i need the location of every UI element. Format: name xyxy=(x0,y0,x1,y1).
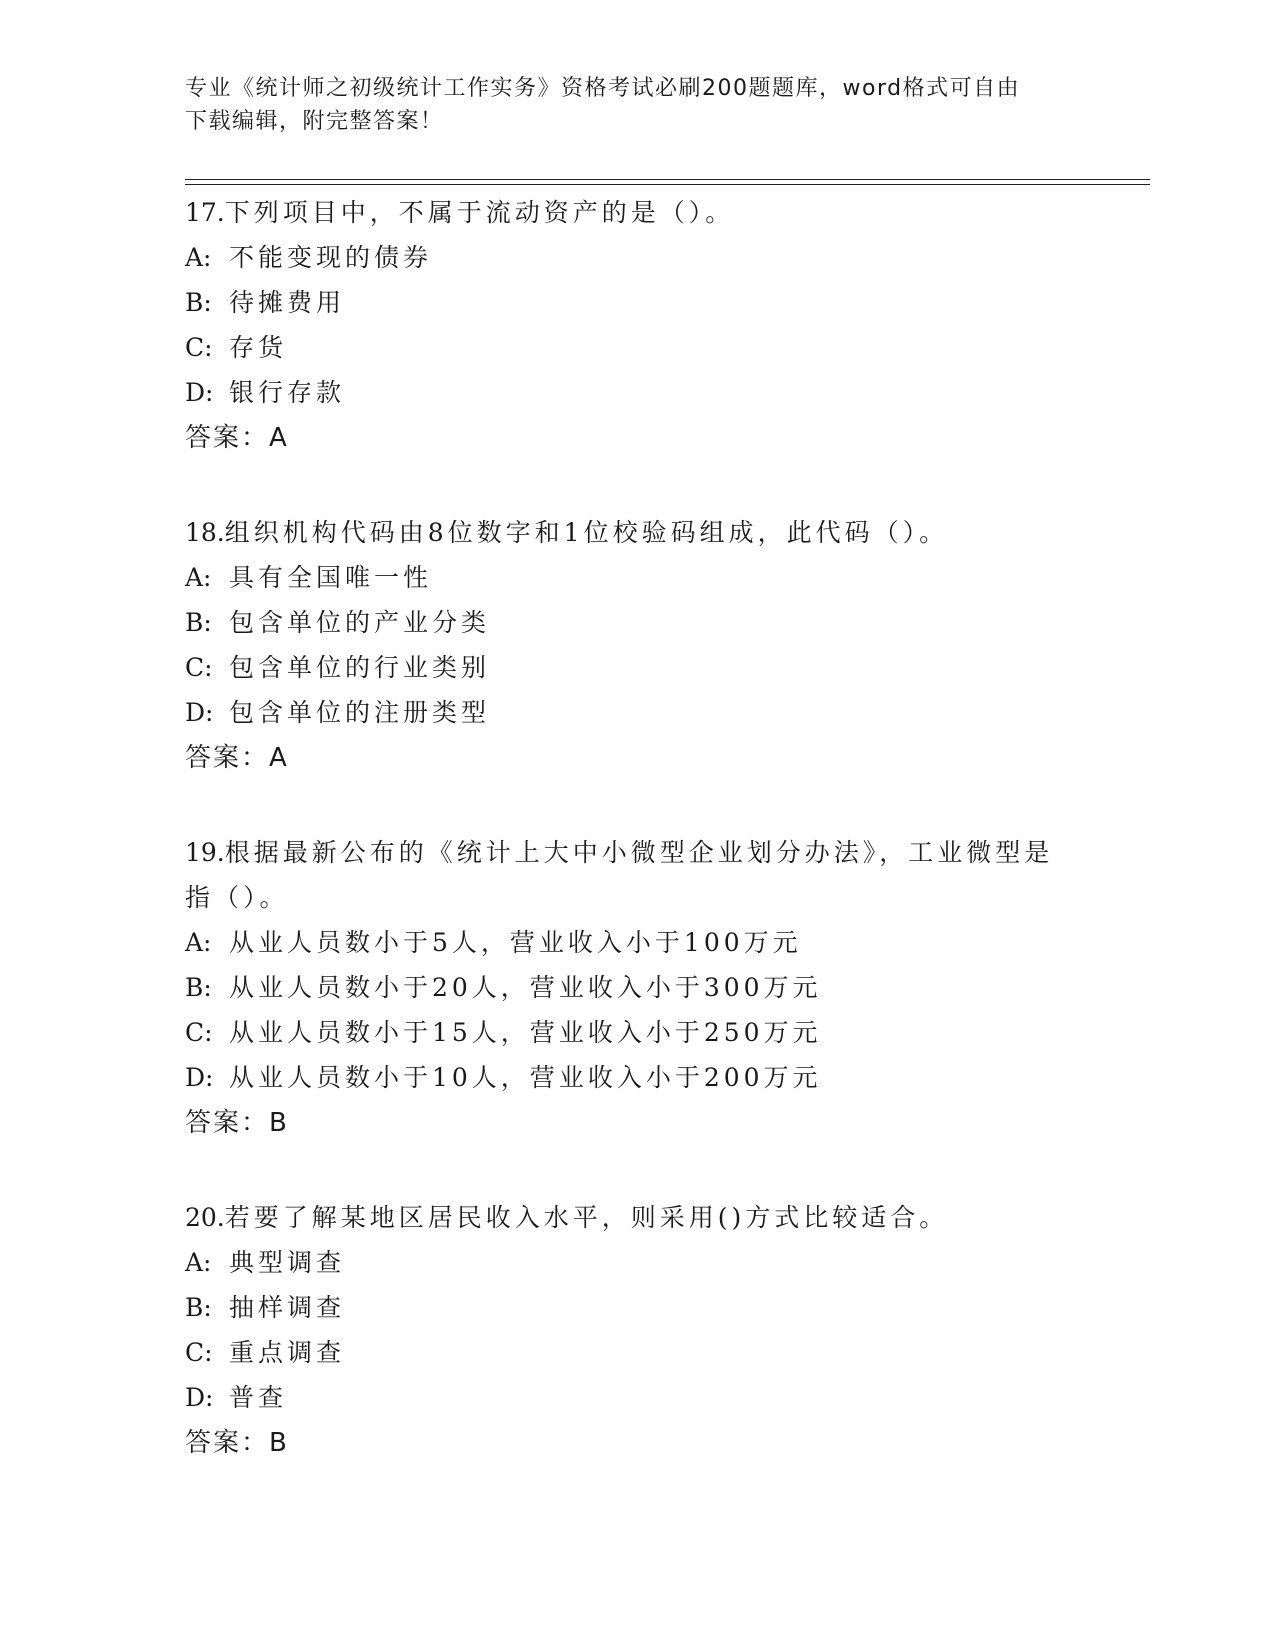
question-text xyxy=(185,1195,1085,1240)
option-text: 包含单位的行业类别 xyxy=(229,653,491,682)
option-a xyxy=(185,555,1085,600)
option-d xyxy=(185,1055,1085,1100)
header-divider-top xyxy=(185,179,1150,180)
header-divider-bottom xyxy=(185,184,1150,185)
option-letter: A: xyxy=(185,1248,212,1277)
option-b xyxy=(185,965,1085,1010)
answer-label: 答案：A xyxy=(185,423,289,453)
option-text: 不能变现的债券 xyxy=(229,243,433,272)
option-letter: B: xyxy=(185,1293,212,1322)
question-19 xyxy=(185,830,1085,1146)
option-c xyxy=(185,325,1085,370)
question-text xyxy=(185,190,1085,235)
question-20 xyxy=(185,1195,1085,1466)
option-d xyxy=(185,370,1085,415)
option-letter: C: xyxy=(185,1018,213,1047)
option-b xyxy=(185,1285,1085,1330)
option-text: 典型调查 xyxy=(229,1248,346,1277)
question-stem: 下列项目中，不属于流动资产的是（）。 xyxy=(224,198,735,227)
option-a xyxy=(185,235,1085,280)
option-b xyxy=(185,600,1085,645)
question-17 xyxy=(185,190,1085,461)
question-stem: 若要了解某地区居民收入水平，则采用()方式比较适合。 xyxy=(224,1203,949,1232)
option-text: 包含单位的产业分类 xyxy=(229,608,491,637)
question-stem: 组织机构代码由8位数字和1位校验码组成，此代码（）。 xyxy=(224,518,949,547)
header-line-2: 下载编辑，附完整答案！ xyxy=(185,109,444,134)
option-letter: A: xyxy=(185,928,212,957)
question-text-continued: 指（）。 xyxy=(185,883,289,912)
option-letter: A: xyxy=(185,243,212,272)
option-letter: B: xyxy=(185,973,212,1002)
option-text: 具有全国唯一性 xyxy=(229,563,433,592)
option-letter: A: xyxy=(185,563,212,592)
option-text: 从业人员数小于5人，营业收入小于100万元 xyxy=(229,928,802,957)
option-text: 待摊费用 xyxy=(229,288,346,317)
option-letter: B: xyxy=(185,288,212,317)
option-text: 从业人员数小于20人，营业收入小于300万元 xyxy=(229,973,822,1002)
option-c xyxy=(185,645,1085,690)
option-letter: C: xyxy=(185,333,213,362)
question-text xyxy=(185,830,1085,875)
question-text xyxy=(185,510,1085,555)
option-letter: D: xyxy=(185,698,214,727)
question-18 xyxy=(185,510,1085,781)
question-stem: 根据最新公布的《统计上大中小微型企业划分办法》，工业微型是 xyxy=(224,838,1054,867)
option-letter: B: xyxy=(185,608,212,637)
option-text: 存货 xyxy=(229,333,288,362)
question-number: 19. xyxy=(185,838,225,867)
option-text: 普查 xyxy=(229,1383,288,1412)
answer-label: 答案：B xyxy=(185,1108,289,1138)
option-d xyxy=(185,1375,1085,1420)
option-text: 从业人员数小于10人，营业收入小于200万元 xyxy=(229,1063,822,1092)
document-header xyxy=(185,72,1065,138)
question-list xyxy=(185,190,1085,1466)
question-number: 17. xyxy=(185,198,225,227)
option-text: 包含单位的注册类型 xyxy=(229,698,491,727)
option-a xyxy=(185,920,1085,965)
option-text: 银行存款 xyxy=(229,378,346,407)
option-d xyxy=(185,690,1085,735)
option-letter: D: xyxy=(185,1383,214,1412)
option-text: 重点调查 xyxy=(229,1338,346,1367)
option-c xyxy=(185,1330,1085,1375)
question-number: 18. xyxy=(185,518,225,547)
option-text: 从业人员数小于15人，营业收入小于250万元 xyxy=(229,1018,822,1047)
option-letter: D: xyxy=(185,1063,214,1092)
option-text: 抽样调查 xyxy=(229,1293,346,1322)
header-line-1: 专业《统计师之初级统计工作实务》资格考试必刷200题题库，word格式可自由 xyxy=(185,76,1021,101)
option-a xyxy=(185,1240,1085,1285)
spacer xyxy=(185,1146,1085,1195)
option-b xyxy=(185,280,1085,325)
spacer xyxy=(185,781,1085,830)
option-letter: C: xyxy=(185,1338,213,1367)
answer-label: 答案：B xyxy=(185,1428,289,1458)
question-number: 20. xyxy=(185,1203,225,1232)
answer-label: 答案：A xyxy=(185,743,289,773)
option-letter: C: xyxy=(185,653,213,682)
option-c xyxy=(185,1010,1085,1055)
spacer xyxy=(185,461,1085,510)
option-letter: D: xyxy=(185,378,214,407)
